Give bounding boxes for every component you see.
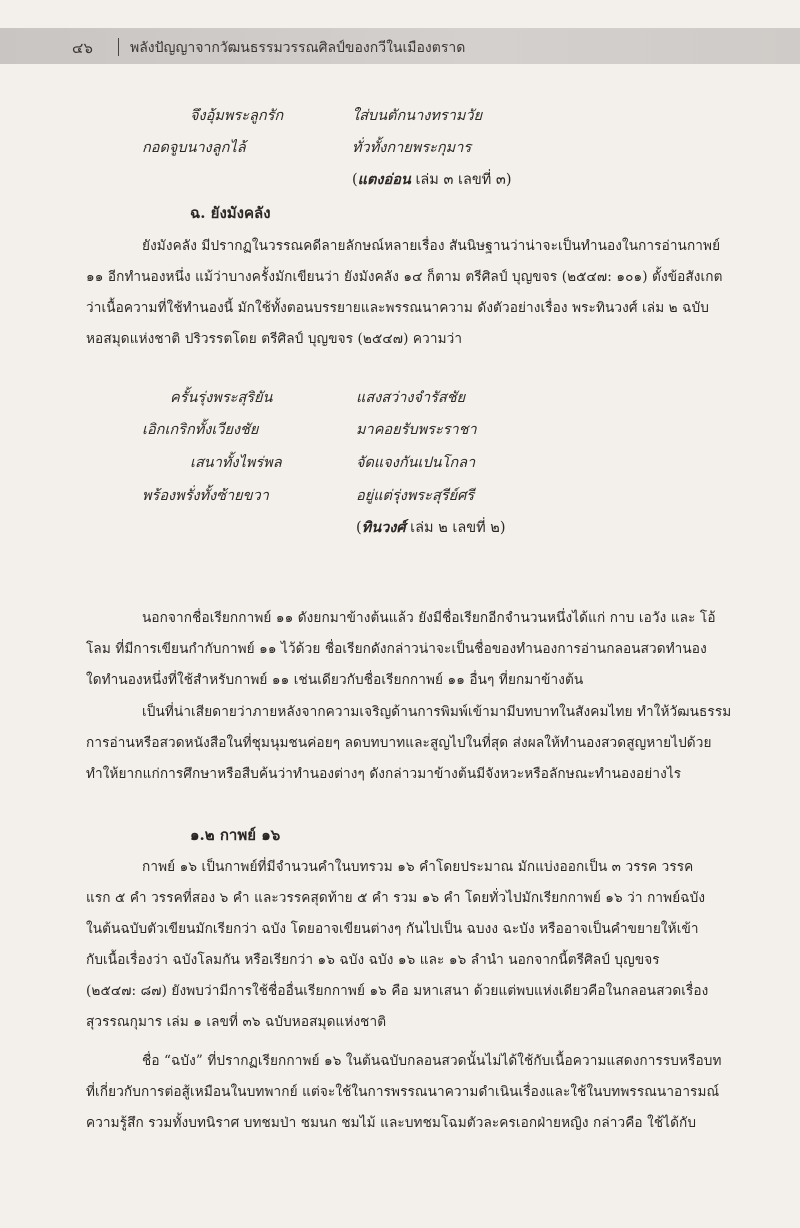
page-number: ๔๖ xyxy=(72,39,93,57)
verse2-line1-b: แสงสว่างจำรัสชัย xyxy=(356,390,466,406)
verse2-line3-a: เสนาทั้งไพร่พล xyxy=(190,455,282,471)
verse2-line2-a: เอิกเกริกทั้งเวียงชัย xyxy=(142,422,259,438)
verse1-line2-b: ทั่วทั้งกายพระกุมาร xyxy=(352,140,472,156)
body-line: ในต้นฉบับตัวเขียนมักเรียกว่า ฉบัง โดยอาจเขียนต่างๆ กันไปเป็น ฉบงง ฉะบัง หรืออาจเป็นคำขยายให้เข้า xyxy=(86,921,699,937)
verse1-line1-a: จึงอุ้มพระลูกรัก xyxy=(190,108,284,124)
body-line: นอกจากชื่อเรียกกาพย์ ๑๑ ดังยกมาข้างต้นแล้ว ยังมีชื่อเรียกอีกจำนวนหนึ่งได้แก่ กาบ เอวัง และ โอ้ xyxy=(142,610,716,626)
body-line: (๒๕๔๗: ๘๗) ยังพบว่ามีการใช้ชื่ออื่นเรียกกาพย์ ๑๖ คือ มหาเสนา ด้วยแต่พบแห่งเดียวคือในกลอนสวดเรื่อง xyxy=(86,983,709,999)
body-line: แรก ๕ คำ วรรคที่สอง ๖ คำ และวรรคสุดท้าย ๕ คำ รวม ๑๖ คำ โดยทั่วไปมักเรียกกาพย์ ๑๖ ว่า กาพย์ฉบัง xyxy=(86,890,706,906)
body-line: ทำให้ยากแก่การศึกษาหรือสืบค้นว่าทำนองต่างๆ ดังกล่าวมาข้างต้นมีจังหวะหรือลักษณะทำนองอย่างไร xyxy=(86,766,682,782)
body-line: สุวรรณกุมาร เล่ม ๑ เลขที่ ๓๖ ฉบับหอสมุดแห่งชาติ xyxy=(86,1014,387,1030)
verse2-line1-a: ครั้นรุ่งพระสุริยัน xyxy=(170,390,273,406)
body-line: หอสมุดแห่งชาติ ปริวรรตโดย ตรีศิลป์ บุญขจร (๒๕๔๗) ความว่า xyxy=(86,331,463,347)
body-line: กาพย์ ๑๖ เป็นกาพย์ที่มีจำนวนคำในบทรวม ๑๖ คำโดยประมาณ มักแบ่งออกเป็น ๓ วรรค วรรค xyxy=(142,859,694,875)
body-line: ว่าเนื้อความที่ใช้ทำนองนี้ มักใช้ทั้งตอนบรรยายและพรรณนาความ ดังตัวอย่างเรื่อง พระทินวงศ์ เล่ม ๒ ฉบับ xyxy=(86,300,709,316)
verse2-line4-a: พร้องพรั่งทั้งซ้ายขวา xyxy=(142,488,269,504)
body-line: ความรู้สึก รวมทั้งบทนิราศ บทชมป่า ชมนก ชมไม้ และบทชมโฉมตัวละครเอกฝ่ายหญิง กล่าวคือ ใช้ได้กับ xyxy=(86,1115,697,1131)
body-line: โลม ที่มีการเขียนกำกับกาพย์ ๑๑ ไว้ด้วย ชื่อเรียกดังกล่าวน่าจะเป็นชื่อของทำนองการอ่านกลอนสวดทำนอง xyxy=(86,641,707,657)
verse1-citation-rest: เล่ม ๓ เลขที่ ๓) xyxy=(410,172,512,188)
verse1-citation-title: แตงอ่อน xyxy=(357,171,411,188)
body-line: ๑๑ อีกทำนองหนึ่ง แม้ว่าบางครั้งมักเขียนว่า ยังมังคลัง ๑๔ ก็ตาม ตรีศิลป์ บุญขจร (๒๕๔๗: ๑๐๑) ตั้งข้อสังเกต xyxy=(86,269,723,285)
verse2-citation: (ทินวงศ์ เล่ม ๒ เลขที่ ๒) xyxy=(356,519,506,536)
body-line: ที่เกี่ยวกับการต่อสู้เหมือนในบทพากย์ แต่จะใช้ในการพรรณนาความดำเนินเรื่องและใช้ในบทพรรณนาอารมณ์ xyxy=(86,1084,720,1100)
body-line: เป็นที่น่าเสียดายว่าภายหลังจากความเจริญด้านการพิมพ์เข้ามามีบทบาทในสังคมไทย ทำให้วัฒนธรรม xyxy=(142,704,732,720)
section-heading-yangmangkhlang: ฉ. ยังมังคลัง xyxy=(190,204,271,222)
body-line: การอ่านหรือสวดหนังสือในที่ชุมนุมชนค่อยๆ ลดบทบาทและสูญไปในที่สุด ส่งผลให้ทำนองสวดสูญหายไปด้วย xyxy=(86,735,712,751)
body-line: กับเนื้อเรื่องว่า ฉบังโลมกัน หรือเรียกว่า ๑๖ ฉบัง ฉบัง ๑๖ และ ๑๖ ลำนำ นอกจากนี้ตรีศิลป์ บุญขจร xyxy=(86,952,660,968)
header-divider xyxy=(118,38,119,56)
verse1-line1-b: ใส่บนตักนางทรามวัย xyxy=(352,108,483,124)
section-heading-kap-16: ๑.๒ กาพย์ ๑๖ xyxy=(190,826,281,844)
verse1-citation: (แตงอ่อน เล่ม ๓ เลขที่ ๓) xyxy=(352,171,512,188)
body-line: ยังมังคลัง มีปรากฏในวรรณคดีลายลักษณ์หลายเรื่อง สันนิษฐานว่าน่าจะเป็นทำนองในการอ่านกาพย์ xyxy=(142,238,721,254)
body-line: ใดทำนองหนึ่งที่ใช้สำหรับกาพย์ ๑๑ เช่นเดียวกับชื่อเรียกกาพย์ ๑๑ อื่นๆ ที่ยกมาข้างต้น xyxy=(86,672,584,688)
body-line: ชื่อ “ฉบัง” ที่ปรากฏเรียกกาพย์ ๑๖ ในต้นฉบับกลอนสวดนั้นไม่ได้ใช้กับเนื้อความแสดงการรบหรือบท xyxy=(142,1053,722,1069)
verse2-line3-b: จัดแจงกันเปนโกลา xyxy=(356,455,476,471)
verse2-citation-rest: เล่ม ๒ เลขที่ ๒) xyxy=(405,520,506,536)
verse2-line4-b: อยู่แต่รุ่งพระสุรีย์ศรี xyxy=(356,488,475,504)
running-title: พลังปัญญาจากวัฒนธรรมวรรณศิลป์ของกวีในเมืองตราด xyxy=(130,40,466,56)
verse2-citation-title: ทินวงศ์ xyxy=(361,519,406,536)
verse1-line2-a: กอดจูบนางลูกไล้ xyxy=(142,140,246,156)
verse2-line2-b: มาคอยรับพระราชา xyxy=(356,422,477,438)
